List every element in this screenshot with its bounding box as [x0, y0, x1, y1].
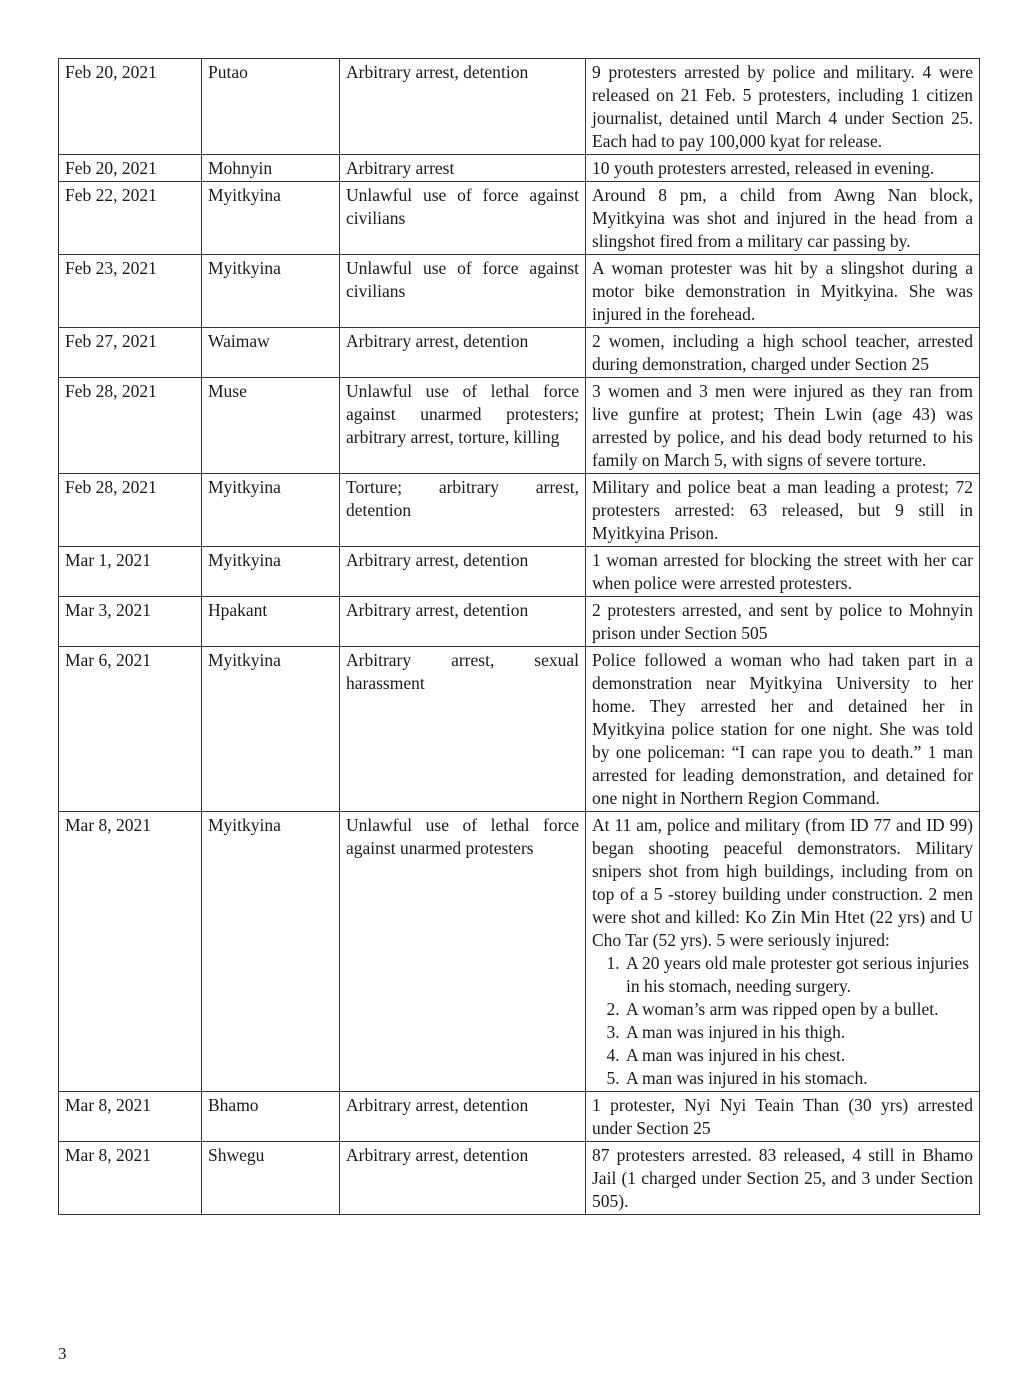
- description-cell: 1 protester, Nyi Nyi Teain Than (30 yrs) arrested under Section 25: [586, 1092, 980, 1142]
- location-cell: Myitkyina: [202, 182, 340, 255]
- location-cell: Myitkyina: [202, 647, 340, 812]
- violation-type-cell: Arbitrary arrest, detention: [340, 547, 586, 597]
- date-cell: Mar 8, 2021: [59, 1092, 202, 1142]
- violation-type-cell: Arbitrary arrest: [340, 155, 586, 182]
- date-cell: Mar 8, 2021: [59, 812, 202, 1092]
- date-cell: Mar 3, 2021: [59, 597, 202, 647]
- description-cell: 2 protesters arrested, and sent by police to Mohnyin prison under Section 505: [586, 597, 980, 647]
- date-cell: Feb 22, 2021: [59, 182, 202, 255]
- description-cell: 10 youth protesters arrested, released in evening.: [586, 155, 980, 182]
- date-cell: Mar 6, 2021: [59, 647, 202, 812]
- table-row: [59, 1142, 980, 1215]
- table-row: [59, 647, 980, 812]
- location-cell: Putao: [202, 59, 340, 155]
- location-cell: Myitkyina: [202, 474, 340, 547]
- location-cell: Myitkyina: [202, 812, 340, 1092]
- location-cell: Waimaw: [202, 328, 340, 378]
- table-row: [59, 378, 980, 474]
- location-cell: Hpakant: [202, 597, 340, 647]
- date-cell: Mar 1, 2021: [59, 547, 202, 597]
- violation-type-cell: Arbitrary arrest, detention: [340, 328, 586, 378]
- violation-type-cell: Arbitrary arrest, sexual harassment: [340, 647, 586, 812]
- description-cell: Around 8 pm, a child from Awng Nan block, Myitkyina was shot and injured in the head from a slingshot fired from a military car passing by.: [586, 182, 980, 255]
- table-row: [59, 155, 980, 182]
- description-cell: 3 women and 3 men were injured as they ran from live gunfire at protest; Thein Lwin (age 43) was arrested by police, and his dead body returned to his family on March 5, with signs of severe torture.: [586, 378, 980, 474]
- description-cell: Military and police beat a man leading a protest; 72 protesters arrested: 63 released, but 9 still in Myitkyina Prison.: [586, 474, 980, 547]
- date-cell: Feb 20, 2021: [59, 59, 202, 155]
- location-cell: Muse: [202, 378, 340, 474]
- description-cell: 2 women, including a high school teacher, arrested during demonstration, charged under Section 25: [586, 328, 980, 378]
- date-cell: Feb 23, 2021: [59, 255, 202, 328]
- description-cell: Police followed a woman who had taken part in a demonstration near Myitkyina University to her home. They arrested her and detained her in Myitkyina police station for one night. She was told by one policeman: “I can rape you to death.” 1 man arrested for leading demonstration, and detained for one night in Northern Region Command.: [586, 647, 980, 812]
- table-row: [59, 597, 980, 647]
- violation-type-cell: Arbitrary arrest, detention: [340, 1092, 586, 1142]
- date-cell: Mar 8, 2021: [59, 1142, 202, 1215]
- table-row: [59, 812, 980, 1092]
- injury-item: 5. A man was injured in his stomach.: [624, 1067, 973, 1090]
- description-cell: 87 protesters arrested. 83 released, 4 still in Bhamo Jail (1 charged under Section 25, and 3 under Section 505).: [586, 1142, 980, 1215]
- description-cell: [586, 812, 980, 1092]
- date-cell: Feb 27, 2021: [59, 328, 202, 378]
- location-cell: Myitkyina: [202, 255, 340, 328]
- violation-type-cell: Arbitrary arrest, detention: [340, 59, 586, 155]
- description-cell: A woman protester was hit by a slingshot during a motor bike demonstration in Myitkyina. She was injured in the forehead.: [586, 255, 980, 328]
- location-cell: Myitkyina: [202, 547, 340, 597]
- injury-item: 4. A man was injured in his chest.: [624, 1044, 973, 1067]
- injury-list: [592, 952, 973, 1090]
- table-row: [59, 182, 980, 255]
- page-number: 3: [58, 1344, 67, 1363]
- violation-type-cell: Unlawful use of force against civilians: [340, 182, 586, 255]
- location-cell: Bhamo: [202, 1092, 340, 1142]
- table-row: [59, 59, 980, 155]
- violation-type-cell: Unlawful use of force against civilians: [340, 255, 586, 328]
- location-cell: Shwegu: [202, 1142, 340, 1215]
- description-cell: 1 woman arrested for blocking the street with her car when police were arrested protesters.: [586, 547, 980, 597]
- violation-type-cell: Unlawful use of lethal force against unarmed protesters; arbitrary arrest, torture, killing: [340, 378, 586, 474]
- date-cell: Feb 20, 2021: [59, 155, 202, 182]
- table-row: [59, 328, 980, 378]
- injury-item: 2. A woman’s arm was ripped open by a bullet.: [624, 998, 973, 1021]
- table-row: [59, 255, 980, 328]
- violation-type-cell: Arbitrary arrest, detention: [340, 597, 586, 647]
- description-text: At 11 am, police and military (from ID 77 and ID 99) began shooting peaceful demonstrators. Military snipers shot from high buildings, including from on top of a 5 -storey building under construction. 2 men were shot and killed: Ko Zin Min Htet (22 yrs) and U Cho Tar (52 yrs). 5 were seriously injured:: [592, 815, 973, 950]
- incident-table: [58, 58, 980, 1215]
- table-row: [59, 474, 980, 547]
- injury-item: 3. A man was injured in his thigh.: [624, 1021, 973, 1044]
- table-row: [59, 1092, 980, 1142]
- description-cell: 9 protesters arrested by police and military. 4 were released on 21 Feb. 5 protesters, including 1 citizen journalist, detained until March 4 under Section 25. Each had to pay 100,000 kyat for release.: [586, 59, 980, 155]
- date-cell: Feb 28, 2021: [59, 378, 202, 474]
- table-row: [59, 547, 980, 597]
- date-cell: Feb 28, 2021: [59, 474, 202, 547]
- violation-type-cell: Unlawful use of lethal force against unarmed protesters: [340, 812, 586, 1092]
- violation-type-cell: Torture; arbitrary arrest, detention: [340, 474, 586, 547]
- injury-item: 1. A 20 years old male protester got serious injuries in his stomach, needing surgery.: [624, 952, 973, 998]
- location-cell: Mohnyin: [202, 155, 340, 182]
- violation-type-cell: Arbitrary arrest, detention: [340, 1142, 586, 1215]
